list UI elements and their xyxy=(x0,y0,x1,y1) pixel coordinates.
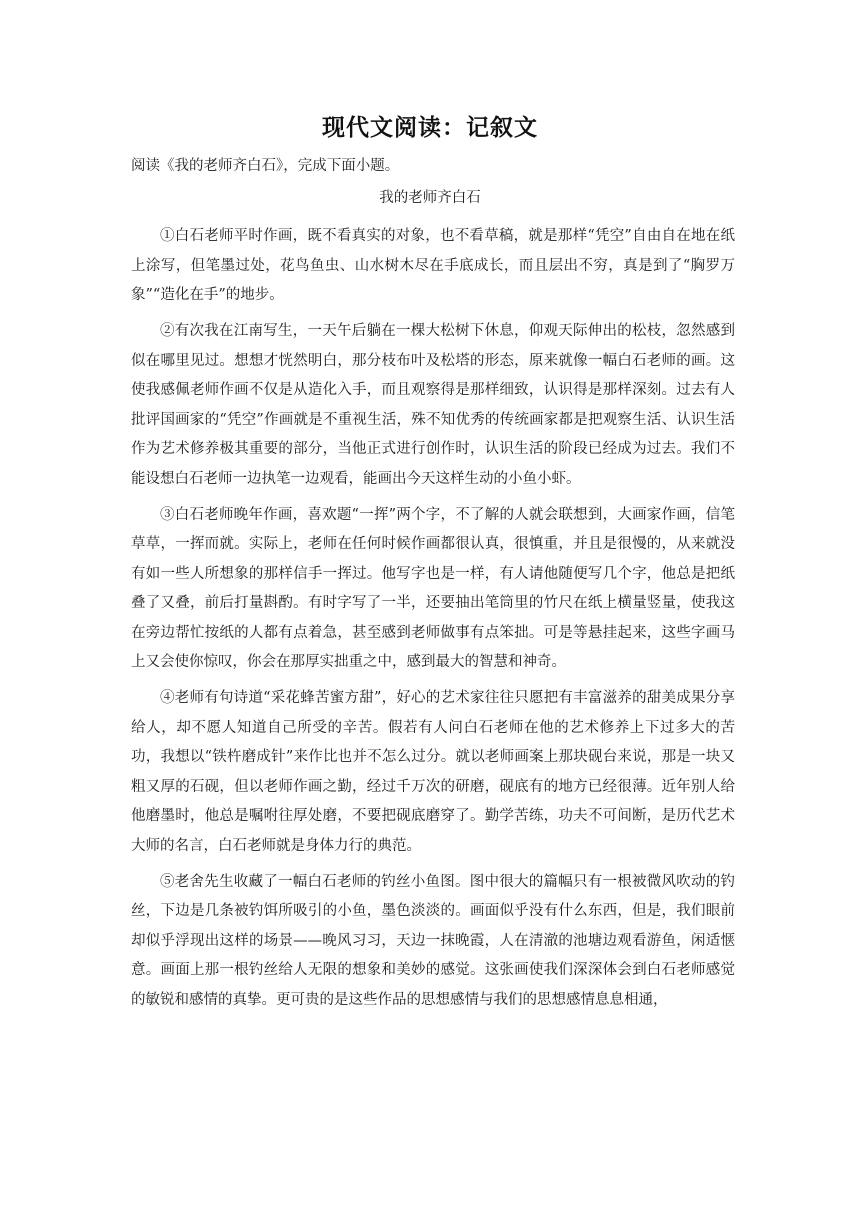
paragraph-5: ⑤老舍先生收藏了一幅白石老师的钓丝小鱼图。图中很大的篇幅只有一根被微风吹动的钓丝，下边是几条被钓饵所吸引的小鱼，墨色淡淡的。画面似乎没有什么东西，但是，我们眼前却似乎浮现出这样的场景——晚风习习，天边一抹晚霞，人在清澈的池塘边观看游鱼，闲适惬意。画面上那一根钓丝给人无限的想象和美妙的感觉。这张画使我们深深体会到白石老师感觉的敏锐和感情的真挚。更可贵的是这些作品的思想感情与我们的思想感情息息相通， xyxy=(131,873,735,1008)
article-title: 我的老师齐白石 xyxy=(379,190,481,206)
paragraph-4: ④老师有句诗道“采花蜂苦蜜方甜”，好心的艺术家往往只愿把有丰富滋养的甜美成果分享给人，却不愿人知道自己所受的辛苦。假若有人问白石老师在他的艺术修养上下过多大的苦功，我想以“铁杵磨成针”来作比也并不怎么过分。就以老师画案上那块砚台来说，那是一块又粗又厚的石砚，但以老师作画之勤，经过千万次的研磨，砚底有的地方已经很薄。近年别人给他磨墨时，他总是嘱咐往厚处磨，不要把砚底磨穿了。勤学苦练，功夫不可间断，是历代艺术大师的名言，白石老师就是身体力行的典范。 xyxy=(131,690,735,854)
paragraph-3: ③白石老师晚年作画，喜欢题“一挥”两个字，不了解的人就会联想到，大画家作画，信笔草草，一挥而就。实际上，老师在任何时候作画都很认真，很慎重，并且是很慢的，从来就没有如一些人所想象的那样信手一挥过。他写字也是一样，有人请他随便写几个字，他总是把纸叠了又叠，前后打量斟酌。有时字写了一半，还要抽出笔筒里的竹尺在纸上横量竖量，使我这在旁边帮忙按纸的人都有点着急，甚至感到老师做事有点笨拙。可是等悬挂起来，这些字画马上又会使你惊叹，你会在那厚实拙重之中，感到最大的智慧和神奇。 xyxy=(131,506,735,670)
paragraph-2: ②有次我在江南写生，一天午后躺在一棵大松树下休息，仰观天际伸出的松枝，忽然感到似在哪里见过。想想才恍然明白，那分枝布叶及松塔的形态，原来就像一幅白石老师的画。这使我感佩老师作画不仅是从造化入手，而且观察得是那样细致，认识得是那样深刻。过去有人批评国画家的“凭空”作画就是不重视生活，殊不知优秀的传统画家都是把观察生活、认识生活作为艺术修养极其重要的部分，当他正式进行创作时，认识生活的阶段已经成为过去。我们不能设想白石老师一边执笔一边观看，能画出今天这样生动的小鱼小虾。 xyxy=(131,323,735,487)
reading-instruction: 阅读《我的老师齐白石》，完成下面小题。 xyxy=(131,158,400,174)
paragraph-1: ①白石老师平时作画，既不看真实的对象，也不看草稿，就是那样“凭空”自由自在地在纸上涂写，但笔墨过处，花鸟鱼虫、山水树木尽在手底成长，而且层出不穷，真是到了“胸罗万象”“造化在手”的地步。 xyxy=(131,228,735,303)
article-body xyxy=(131,222,735,1022)
page-title: 现代文阅读：记叙文 xyxy=(322,115,538,141)
